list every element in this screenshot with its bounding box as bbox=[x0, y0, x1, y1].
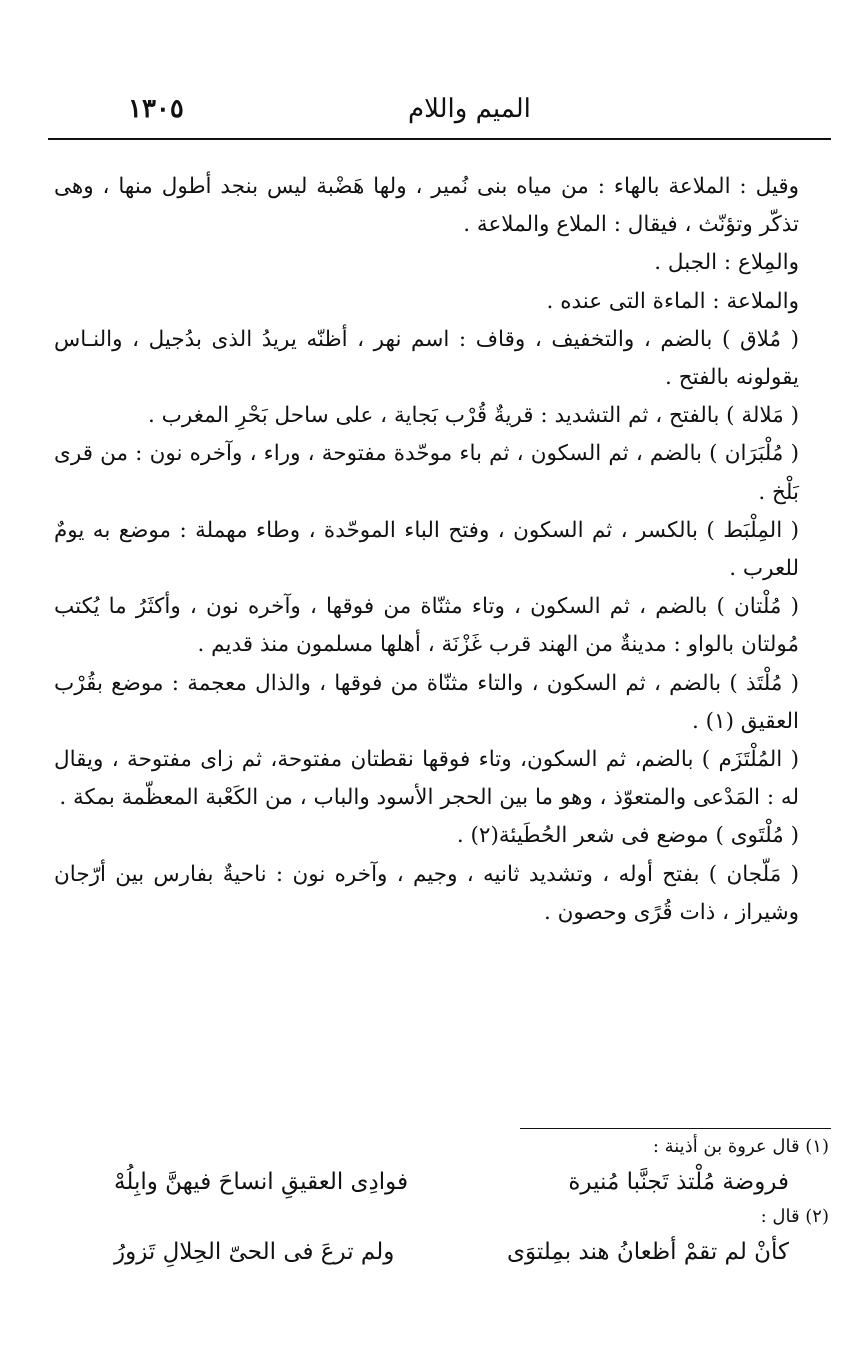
verse-hemistich: فروضة مُلْتذ تَجنَّبا مُنيرة bbox=[568, 1169, 789, 1195]
paragraph-mulaa: وقيل : الملاعة بالهاء : من مياه بنى نُمير ، ولها هَضْبة ليس بنجد أطول منها ، وهى تذكّر وتؤنّث ، فيقال : الملاع والملاعة . bbox=[54, 174, 799, 238]
entry-multan: ( مُلْتان ) بالضم ، ثم السكون ، وتاء مثنّاة من فوقها ، وآخره نون ، وأكثَرُ ما يُكتب مُولتان بالواو : مدينةٌ من الهند قرب غَزْنَة ، أهلها مسلمون منذ قديم . bbox=[54, 594, 799, 658]
verse-hemistich: فوادِى العقيقِ انساحَ فيهنَّ وابِلُهْ bbox=[114, 1169, 409, 1195]
entry-milbat: ( المِلْبَط ) بالكسر ، ثم السكون ، وفتح الباء الموحّدة ، وطاء مهملة : موضع به يومٌ للعرب . bbox=[54, 517, 799, 582]
footnote-2-verse bbox=[54, 1230, 829, 1274]
body-text bbox=[54, 168, 829, 932]
header-rule bbox=[48, 138, 831, 140]
footnote-2-intro: (٢) قال : bbox=[760, 1206, 829, 1227]
footnotes bbox=[54, 1134, 829, 1274]
paragraph-mulaa-water: والملاعة : الماءة التى عنده . bbox=[546, 288, 799, 314]
footnote-rule bbox=[520, 1128, 831, 1129]
entry-malala: ( مَلالة ) بالفتح ، ثم التشديد : قريةٌ قُرْب بَجاية ، على ساحل بَحْرِ المغرب . bbox=[148, 403, 799, 429]
page-number: ١٣٠٥ bbox=[128, 94, 184, 124]
running-title: الميم واللام bbox=[408, 94, 531, 124]
verse-hemistich: كأنْ لم تقمْ أظعانُ هند بمِلتوَى bbox=[506, 1239, 789, 1265]
entry-multawa: ( مُلْتَوى ) موضع فى شعر الحُطَيئة(٢) . bbox=[456, 823, 799, 849]
paragraph-milaa: والمِلاع : الجبل . bbox=[654, 250, 799, 276]
entry-mulaq: ( مُلاق ) بالضم ، والتخفيف ، وقاف : اسم نهر ، أظنّه يريدُ الذى بدُجيل ، والنـاس يقولونه بالفتح . bbox=[54, 326, 799, 391]
entry-mulbaran: ( مُلْبَرَان ) بالضم ، ثم السكون ، ثم باء موحّدة مفتوحة ، وراء ، وآخره نون : من قرى بَلْخ . bbox=[54, 441, 799, 505]
footnote-1-verse bbox=[54, 1160, 829, 1204]
entry-multazam: ( المُلْتَزَم ) بالضم، ثم السكون، وتاء فوقها نقطتان مفتوحة، ثم زاى مفتوحة ، ويقال له : المَدْعى والمتعوّذ ، وهو ما بين الحجر الأسود والباب ، من الكَعْبة المعظّمة بمكة . bbox=[54, 747, 799, 811]
verse-hemistich: ولم ترعَ فى الحىّ الحِلالِ تَزورُ bbox=[114, 1239, 395, 1265]
footnote-1-intro: (١) قال عروة بن أذينة : bbox=[652, 1136, 829, 1157]
entry-mallajan: ( مَلّجان ) بفتح أوله ، وتشديد ثانيه ، وجيم ، وآخره نون : ناحيةٌ بفارس بين أرّجان وشيراز ، ذات قُرًى وحصون . bbox=[54, 861, 799, 925]
entry-multadh: ( مُلْتَذ ) بالضم ، ثم السكون ، والتاء مثنّاة من فوقها ، والذال معجمة : موضع بقُرْب العقيق (١) . bbox=[54, 670, 799, 734]
page-header bbox=[48, 88, 831, 128]
